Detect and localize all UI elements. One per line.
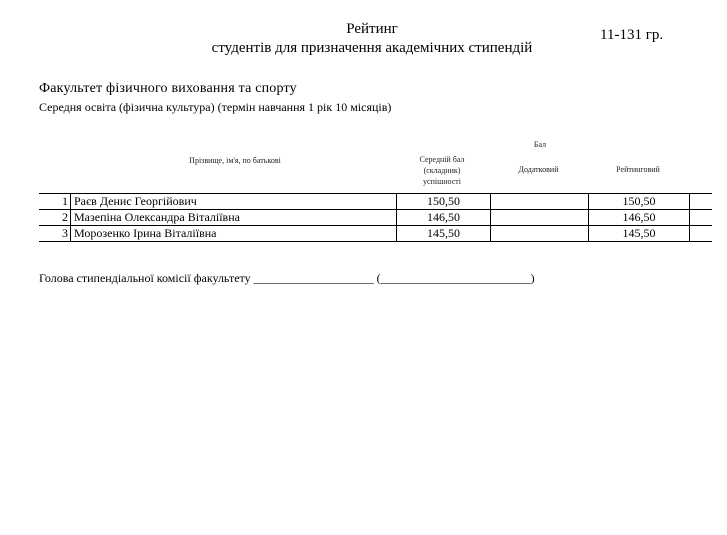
table-row	[39, 194, 712, 210]
row-number: 3	[39, 226, 71, 242]
group-number: 11-131 гр.	[600, 27, 664, 43]
document-title: Рейтинг	[346, 21, 398, 37]
header-average-line3: успішності	[423, 177, 461, 186]
row-tail	[690, 226, 713, 242]
additional-score	[491, 194, 589, 210]
average-score: 146,50	[397, 210, 491, 226]
average-score: 150,50	[397, 194, 491, 210]
row-tail	[690, 194, 713, 210]
table-row	[39, 210, 712, 226]
rating-score: 146,50	[589, 210, 690, 226]
header-additional-score: Додатковий	[518, 165, 559, 174]
header-score-group: Бал	[533, 140, 547, 149]
program-name: Середня освіта (фізична культура) (термін навчання 1 рік 10 місяців)	[39, 100, 392, 114]
header-full-name: Прізвище, ім'я, по батькові	[189, 156, 281, 165]
rating-score: 150,50	[589, 194, 690, 210]
student-name: Раєв Денис Георгійович	[71, 194, 397, 210]
student-name: Морозенко Ірина Віталіївна	[71, 226, 397, 242]
average-score: 145,50	[397, 226, 491, 242]
commission-signature-line: Голова стипендіальної комісії факультету ____________________ (_________________________)	[39, 271, 535, 285]
additional-score	[491, 210, 589, 226]
header-rating-score: Рейтинговий	[616, 165, 660, 174]
rating-score: 145,50	[589, 226, 690, 242]
row-number: 1	[39, 194, 71, 210]
faculty-name: Факультет фізичного виховання та спорту	[39, 81, 297, 96]
header-average-score	[397, 154, 487, 187]
row-number: 2	[39, 210, 71, 226]
document-subtitle: студентів для призначення академічних стипендій	[211, 40, 533, 56]
header-average-line2: (складник)	[423, 166, 461, 175]
rating-table	[39, 193, 712, 242]
table-row	[39, 226, 712, 242]
additional-score	[491, 226, 589, 242]
row-tail	[690, 210, 713, 226]
student-name: Мазепіна Олександра Віталіївна	[71, 210, 397, 226]
header-average-line1: Середній бал	[419, 155, 465, 164]
